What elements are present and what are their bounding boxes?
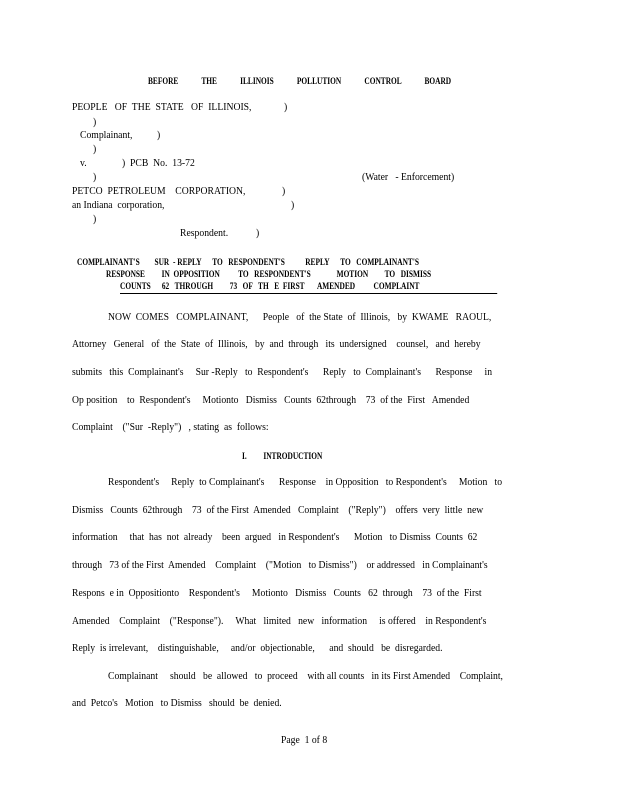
intro-line: Complaint ("Sur -Reply") , stating as follows: [72,422,269,433]
caption-paren: ) [93,171,97,183]
paragraph-line: information that has not already been argued in Respondent's Motion to Dismiss Counts 62 [72,532,478,543]
paragraph-line: Complainant should be allowed to proceed with all counts in its First Amended Complaint, [108,671,503,682]
caption-respondent-label: Respondent. [180,227,229,239]
paragraph-line: and Petco's Motion to Dismiss should be denied. [72,698,282,709]
page-number: Page 1 of 8 [281,735,328,746]
paragraph-line: Dismiss Counts 62through 73 of the First Amended Complaint ("Reply") offers very little new [72,505,484,516]
caption-paren: ) [93,116,97,128]
intro-line: Op position to Respondent's Motionto Dismiss Counts 62through 73 of the First Amended [72,395,470,406]
caption-people: PEOPLE OF THE STATE OF ILLINOIS, [72,101,252,113]
paragraph-line: through 73 of the First Amended Complaint ("Motion to Dismiss") or addressed in Complainant's [72,560,488,571]
caption-paren: ) [122,157,126,169]
intro-line: submits this Complainant's Sur -Reply to Respondent's Reply to Complainant's Response in [72,367,493,378]
caption-paren: ) [256,227,260,239]
intro-line: NOW COMES COMPLAINANT, People of the State of Illinois, by KWAME RAOUL, [108,312,492,323]
document-heading: BEFORE THE ILLINOIS POLLUTION CONTROL BOARD [148,76,452,86]
caption-complainant: Complainant, [80,129,133,141]
caption-paren: ) [157,129,161,141]
intro-line: Attorney General of the State of Illinois, by and through its undersigned counsel, and hereby [72,339,481,350]
document-title-line: COUNTS 62 THROUGH 73 OF TH E FIRST AMENDED COMPLAINT [120,280,497,294]
paragraph-line: Respons e in Oppositionto Respondent's Motionto Dismiss Counts 62 through 73 of the First [72,588,482,599]
caption-versus: v. [80,157,87,169]
caption-case-number: PCB No. 13-72 [130,157,195,169]
caption-paren: ) [291,199,295,211]
caption-paren: ) [282,185,286,197]
caption-case-type: (Water - Enforcement) [362,171,455,183]
paragraph-line: Amended Complaint ("Response"). What limited new information is offered in Respondent's [72,616,487,627]
paragraph-line: Respondent's Reply to Complainant's Response in Opposition to Respondent's Motion to [108,477,503,488]
caption-respondent-name: PETCO PETROLEUM CORPORATION, [72,185,246,197]
document-title-line: RESPONSE IN OPPOSITION TO RESPONDENT'S MOTION TO DISMISS [106,269,432,279]
caption-respondent-desc: an Indiana corporation, [72,199,165,211]
caption-paren: ) [93,143,97,155]
caption-paren: ) [284,101,288,113]
paragraph-line: Reply is irrelevant, distinguishable, and/or objectionable, and should be disregarded. [72,643,443,654]
caption-paren: ) [93,213,97,225]
document-title-line: COMPLAINANT'S SUR - REPLY TO RESPONDENT'S REPLY TO COMPLAINANT'S [77,257,420,267]
section-heading: I. INTRODUCTION [242,451,323,461]
